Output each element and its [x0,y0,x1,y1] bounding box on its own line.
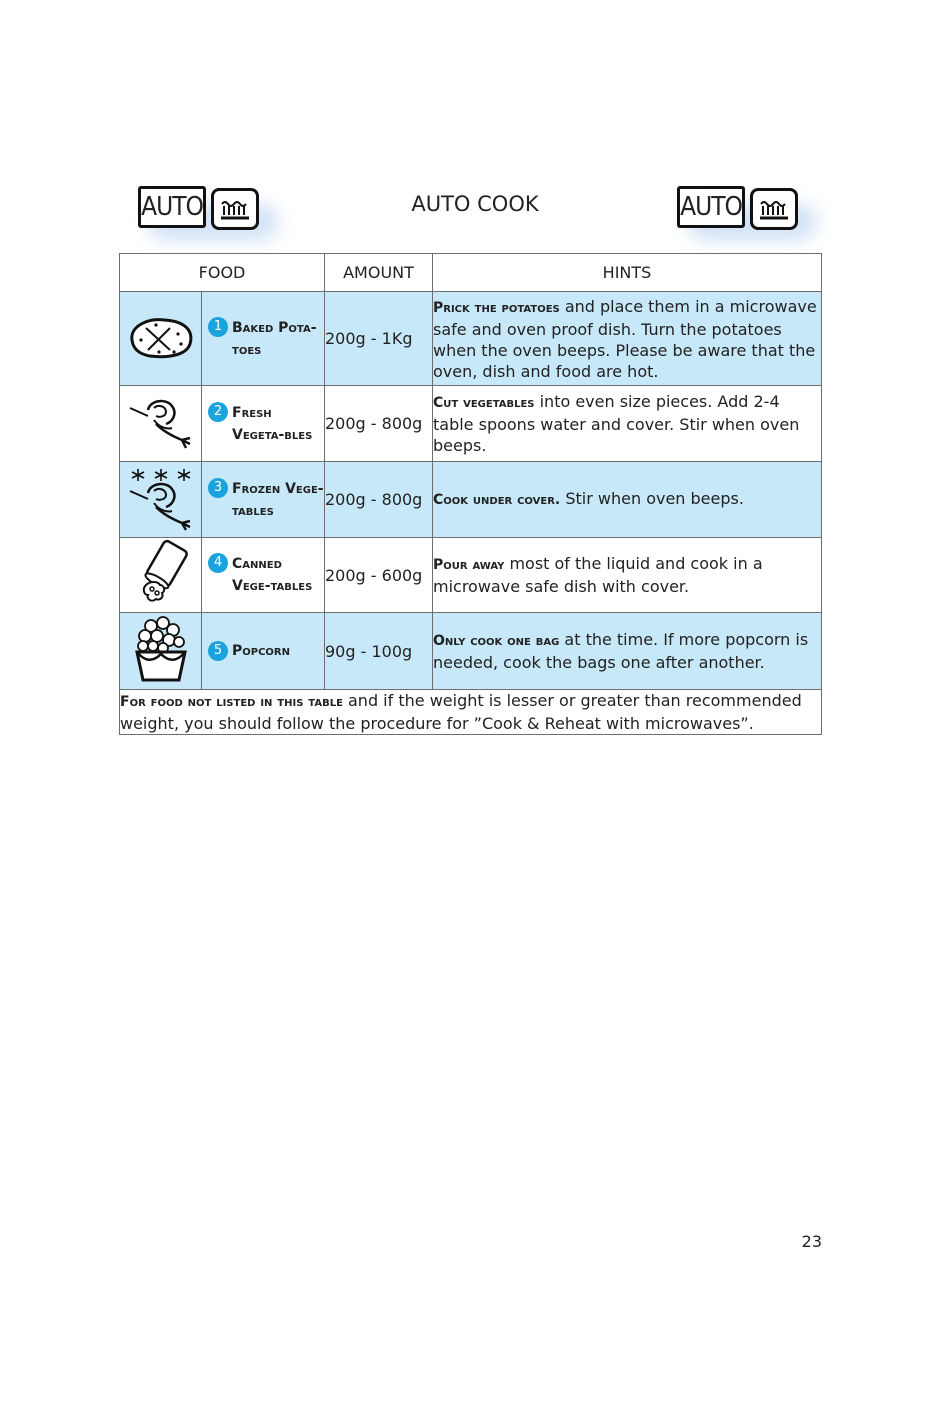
table-header-row [120,254,822,292]
hint-cell [433,386,822,462]
auto-symbol-left: AUTO [138,186,206,228]
page-header [0,180,950,240]
hint-lead: Prick the potatoes [433,299,560,316]
header-food: FOOD [120,254,325,292]
hint-lead: Cut vegetables [433,395,535,411]
popcorn-icon [131,614,191,684]
food-name-cell [202,292,325,386]
food-name: Frozen Vege-tables [232,480,324,519]
number-badge: 3 [208,478,228,498]
number-badge: 1 [208,317,228,337]
table-row [120,613,822,690]
food-name-cell [202,538,325,613]
page-title: AUTO COOK [411,192,539,216]
table-row [120,538,822,613]
header-hints: HINTS [433,254,822,292]
food-name-cell [202,462,325,538]
number-badge: 4 [208,553,228,573]
auto-symbol-right: AUTO [677,186,745,228]
table-row [120,292,822,386]
hint-lead: Pour away [433,557,505,573]
food-name: Canned Vege-tables [232,556,313,594]
amount-cell: 200g - 800g [325,386,433,462]
canned-vegetables-icon [126,539,196,607]
footnote-row [120,690,822,735]
amount-cell: 200g - 1Kg [325,292,433,386]
food-icon-cell [120,462,202,538]
number-badge: 2 [208,402,228,422]
food-icon-cell [120,538,202,613]
food-name: Fresh Vegeta-bles [232,404,313,443]
food-name-cell [202,386,325,462]
frozen-vegetables-icon [126,465,196,531]
number-badge: 5 [208,641,228,661]
hint-lead: Cook under cover. [433,492,561,508]
amount-cell: 90g - 100g [325,613,433,690]
hint-cell [433,538,822,613]
hint-lead: Only cook one bag [433,633,560,649]
hint-text: and place them in a microwave safe and oven proof dish. Turn the potatoes when the oven beeps. Please be aware that the oven, dish and food are hot. [433,296,817,381]
food-name-cell [202,613,325,690]
table-row [120,462,822,538]
fresh-vegetables-icon [126,394,196,450]
hint-cell [433,462,822,538]
hint-text: most of the liquid and cook in a microwave safe dish with cover. [433,554,763,596]
hint-cell [433,292,822,386]
food-icon-cell [120,386,202,462]
table-row [120,386,822,462]
hint-text: into even size pieces. Add 2-4 table spoons water and cover. Stir when oven beeps. [433,392,800,455]
amount-cell: 200g - 600g [325,538,433,613]
baked-potato-icon [126,312,196,362]
hint-text: at the time. If more popcorn is needed, cook the bags one after another. [433,630,809,672]
amount-cell: 200g - 800g [325,462,433,538]
food-icon-cell [120,613,202,690]
hint-cell [433,613,822,690]
footnote-lead: For food not listed in this table [120,694,343,710]
microwave-grill-icon [750,188,798,230]
header-amount: AMOUNT [325,254,433,292]
food-icon-cell [120,292,202,386]
food-name: Popcorn [232,643,290,659]
auto-cook-table [119,253,822,735]
hint-text: Stir when oven beeps. [560,489,744,508]
footnote-cell [120,690,822,735]
page-number: 23 [801,1232,822,1251]
footnote-text: and if the weight is lesser or greater than recommended weight, you should follow the procedure for ”Cook & Reheat with microwaves”. [120,691,802,733]
food-name: Baked Pota-toes [232,319,317,358]
